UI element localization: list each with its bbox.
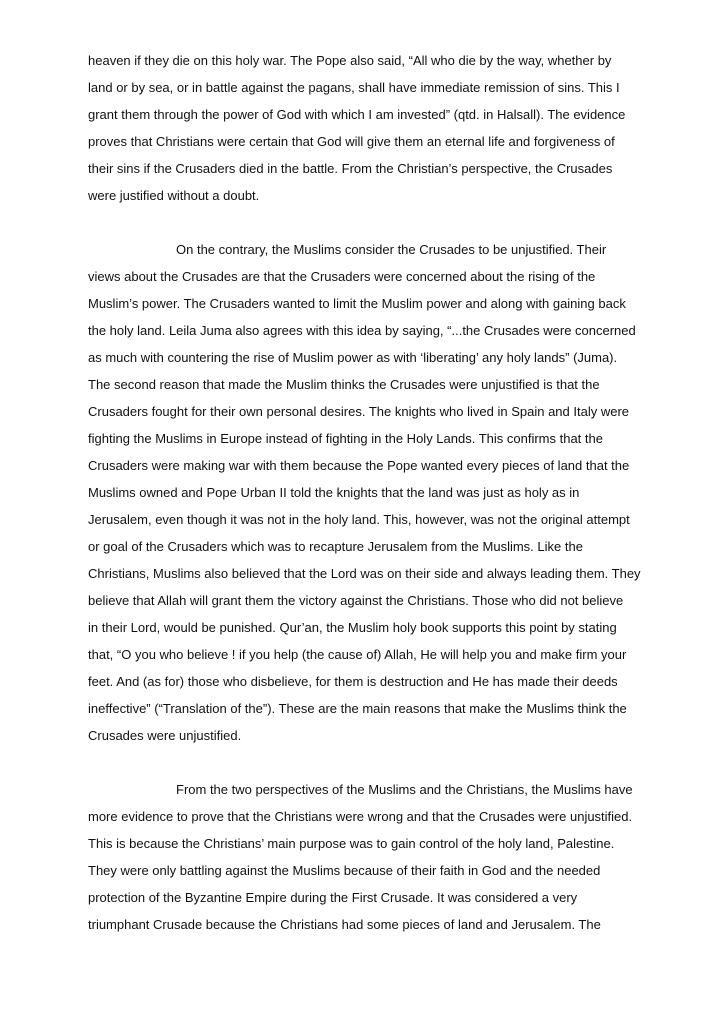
text-line: From the two perspectives of the Muslims and the Christians, the Muslims have — [176, 782, 633, 797]
text-line: heaven if they die on this holy war. The Pope also said, “All who die by the way, whether by — [88, 53, 612, 68]
text-line: protection of the Byzantine Empire during the First Crusade. It was considered a very — [88, 890, 578, 905]
text-line: Christians, Muslims also believed that the Lord was on their side and always leading them. They — [88, 566, 641, 581]
text-line: Crusaders were making war with them because the Pope wanted every pieces of land that the — [88, 458, 630, 473]
text-line: Crusaders fought for their own personal desires. The knights who lived in Spain and Italy were — [88, 404, 629, 419]
text-line: were justified without a doubt. — [88, 188, 260, 203]
text-line: or goal of the Crusaders which was to recapture Jerusalem from the Muslims. Like the — [88, 539, 583, 554]
text-line: more evidence to prove that the Christians were wrong and that the Crusades were unjustified. — [88, 809, 633, 824]
text-line: The second reason that made the Muslim thinks the Crusades were unjustified is that the — [88, 377, 600, 392]
text-line: Muslims owned and Pope Urban II told the knights that the land was just as holy as in — [88, 485, 580, 500]
text-line: grant them through the power of God with which I am invested” (qtd. in Halsall). The evidence — [88, 107, 626, 122]
text-line: They were only battling against the Muslims because of their faith in God and the needed — [88, 863, 601, 878]
text-line: On the contrary, the Muslims consider the Crusades to be unjustified. Their — [176, 242, 607, 257]
text-line: as much with countering the rise of Muslim power as with ‘liberating’ any holy lands” (Juma). — [88, 350, 618, 365]
text-line: their sins if the Crusaders died in the battle. From the Christian’s perspective, the Crusades — [88, 161, 613, 176]
text-line: Crusades were unjustified. — [88, 728, 242, 743]
text-line: This is because the Christians’ main purpose was to gain control of the holy land, Palestine. — [88, 836, 615, 851]
text-line: in their Lord, would be punished. Qur’an, the Muslim holy book supports this point by stating — [88, 620, 617, 635]
text-line: believe that Allah will grant them the victory against the Christians. Those who did not believe — [88, 593, 624, 608]
text-line: ineffective” (“Translation of the”). These are the main reasons that make the Muslims think the — [88, 701, 627, 716]
text-line: that, “O you who believe ! if you help (the cause of) Allah, He will help you and make firm your — [88, 647, 627, 662]
text-line: views about the Crusades are that the Crusaders were concerned about the rising of the — [88, 269, 596, 284]
text-line: fighting the Muslims in Europe instead of fighting in the Holy Lands. This confirms that the — [88, 431, 603, 446]
text-line: the holy land. Leila Juma also agrees with this idea by saying, “...the Crusades were concerned — [88, 323, 636, 338]
text-line: land or by sea, or in battle against the pagans, shall have immediate remission of sins. This I — [88, 80, 620, 95]
text-line: proves that Christians were certain that God will give them an eternal life and forgiveness of — [88, 134, 615, 149]
text-line: triumphant Crusade because the Christians had some pieces of land and Jerusalem. The — [88, 917, 601, 932]
text-line: feet. And (as for) those who disbelieve, for them is destruction and He has made their deeds — [88, 674, 618, 689]
text-line: Jerusalem, even though it was not in the holy land. This, however, was not the original attempt — [88, 512, 630, 527]
text-line: Muslim’s power. The Crusaders wanted to limit the Muslim power and along with gaining back — [88, 296, 626, 311]
